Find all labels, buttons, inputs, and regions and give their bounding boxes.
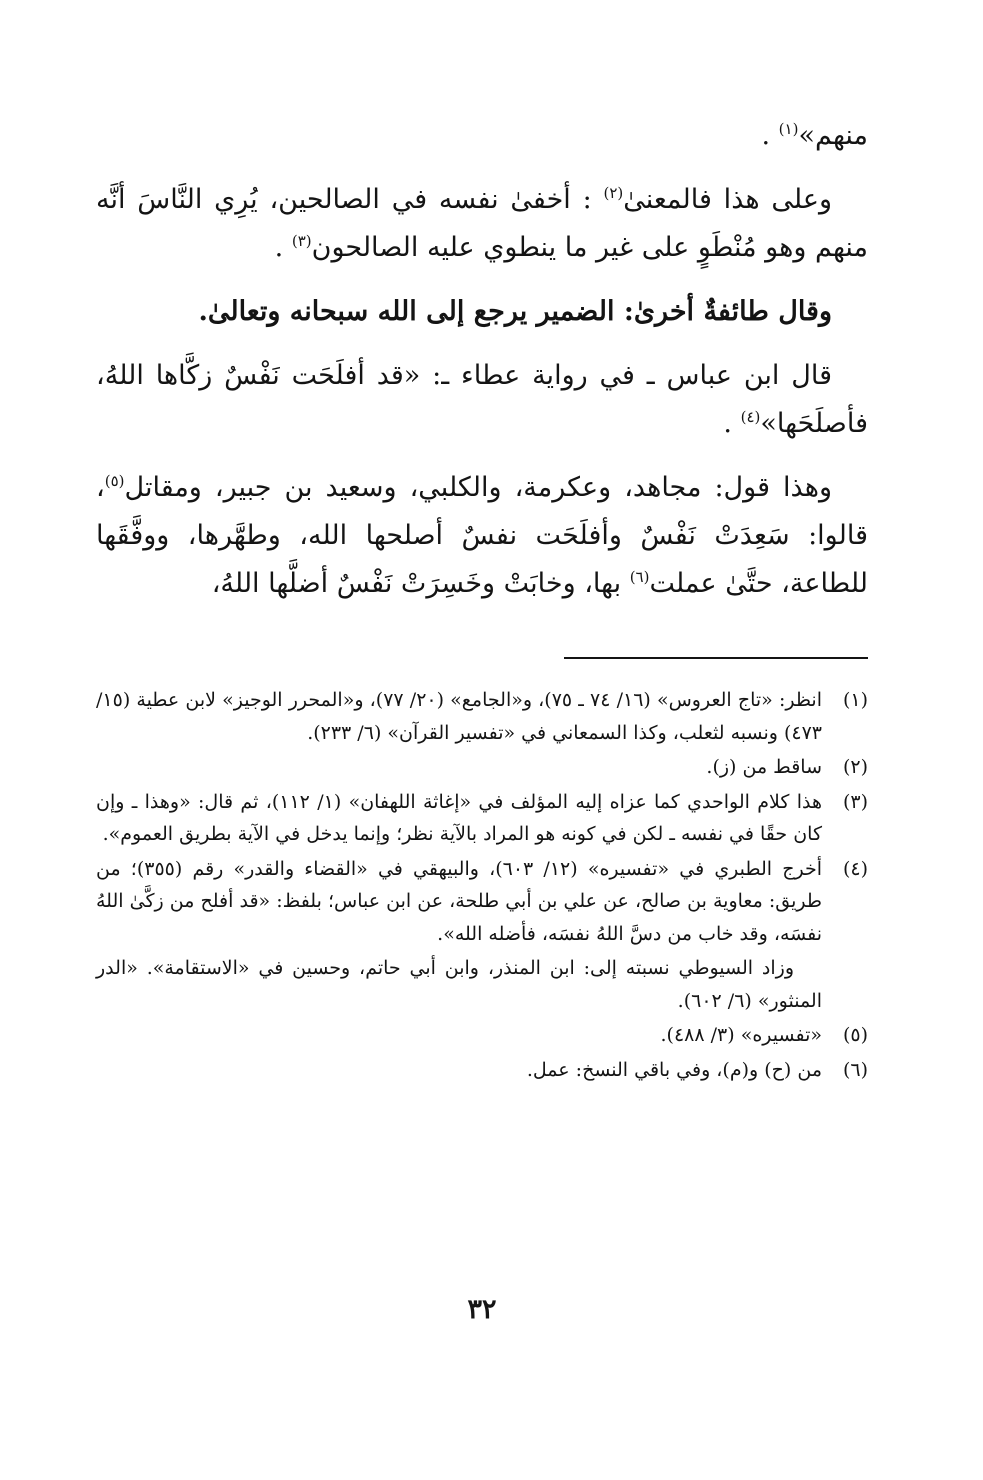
footnote-number: (٤) xyxy=(842,857,868,880)
book-page xyxy=(96,112,868,1352)
footnote-text: ساقط من (ز). xyxy=(706,756,822,778)
footnote-ref-1[interactable]: (١) xyxy=(778,120,799,138)
footnote-separator xyxy=(564,657,868,659)
footnote-ref-3[interactable]: (٣) xyxy=(291,232,312,250)
footnote-4 xyxy=(96,853,868,951)
footnote-text: هذا كلام الواحدي كما عزاه إليه المؤلف في «إغاثة اللهفان» (١/ ١١٢)، ثم قال: «وهذا ـ وإن كان حقًا في نفسه ـ لكن في كونه هو المراد بالآية نظر؛ وإنما يدخل في الآية بطريق العموم». xyxy=(96,790,822,845)
footnote-ref-5[interactable]: (٥) xyxy=(104,472,125,490)
footnote-ref-2[interactable]: (٢) xyxy=(603,184,624,202)
footnote-text: «تفسيره» (٣/ ٤٨٨). xyxy=(660,1024,822,1046)
footnote-text: أخرج الطبري في «تفسيره» (١٢/ ٦٠٣)، والبيهقي في «القضاء والقدر» رقم (٣٥٥)؛ من طريق: معاوية بن صالح، عن علي بن أبي طلحة، عن ابن عباس؛ بلفظ: «قد أفلح من زكَّىٰ اللهُ نفسَه، وقد خاب من دسَّ اللهُ نفسَه، فأضله الله». xyxy=(96,857,822,945)
page-number: ٣٢ xyxy=(467,1294,497,1325)
footnote-number xyxy=(822,952,868,1017)
footnote-5 xyxy=(96,1019,868,1052)
main-text xyxy=(96,112,868,608)
footnote-2 xyxy=(96,751,868,784)
paragraph-4: قال ابن عباس ـ في رواية عطاء ـ: «قد أفلَحَت نَفْسٌ زكَّاها اللهُ، فأصلَحَها»$^{(٤)}$ . xyxy=(96,360,868,439)
paragraph-1: منهم»$^{(١)}$ . xyxy=(761,120,868,151)
paragraph-2: وعلى هذا فالمعنىٰ$^{(٢)}$ : أخفىٰ نفسه في الصالحين، يُرِي النَّاسَ أنَّه منهم وهو مُنْطَوٍ على غير ما ينطوي عليه الصالحون$^{(٣)}$ . xyxy=(96,184,868,263)
footnote-3 xyxy=(96,786,868,851)
footnote-number: (٣) xyxy=(842,790,868,813)
footnote-ref-4[interactable]: (٤) xyxy=(740,408,761,426)
footnote-number: (٥) xyxy=(842,1024,868,1046)
footnote-number: (٦) xyxy=(842,1058,868,1081)
footnote-number: (٢) xyxy=(842,756,868,778)
footnote-1 xyxy=(96,684,868,749)
paragraph-5: وهذا قول: مجاهد، وعكرمة، والكلبي، وسعيد بن جبير، ومقاتل$^{(٥)}$، قالوا: سَعِدَتْ نَفْسٌ وأفلَحَت نفسٌ أصلحها الله، وطهَّرها، ووفَّقَها للطاعة، حتَّىٰ عملت$^{(٦)}$ بها، وخابَتْ وخَسِرَتْ نَفْسٌ أضلَّها اللهُ، xyxy=(96,472,868,599)
footnote-text: من (ح) و(م)، وفي باقي النسخ: عمل. xyxy=(526,1058,822,1081)
footnote-4-continued xyxy=(96,952,868,1017)
footnote-text: وزاد السيوطي نسبته إلى: ابن المنذر، وابن أبي حاتم، وحسين في «الاستقامة». «الدر المنثور» (٦/ ٦٠٢). xyxy=(96,957,822,1012)
footnote-number: (١) xyxy=(842,689,868,711)
footnotes xyxy=(96,684,868,1088)
paragraph-3: وقال طائفةٌ أخرىٰ: الضمير يرجع إلى الله سبحانه وتعالىٰ. xyxy=(198,296,832,327)
footnote-text: انظر: «تاج العروس» (١٦/ ٧٤ ـ ٧٥)، و«الجامع» (٢٠/ ٧٧)، و«المحرر الوجيز» لابن عطية (١٥/ ٤٧٣) ونسبه لثعلب، وكذا السمعاني في «تفسير القرآن» (٦/ ٢٣٣). xyxy=(96,689,822,744)
footnote-6 xyxy=(96,1054,868,1087)
footnote-ref-6[interactable]: (٦) xyxy=(629,568,650,586)
